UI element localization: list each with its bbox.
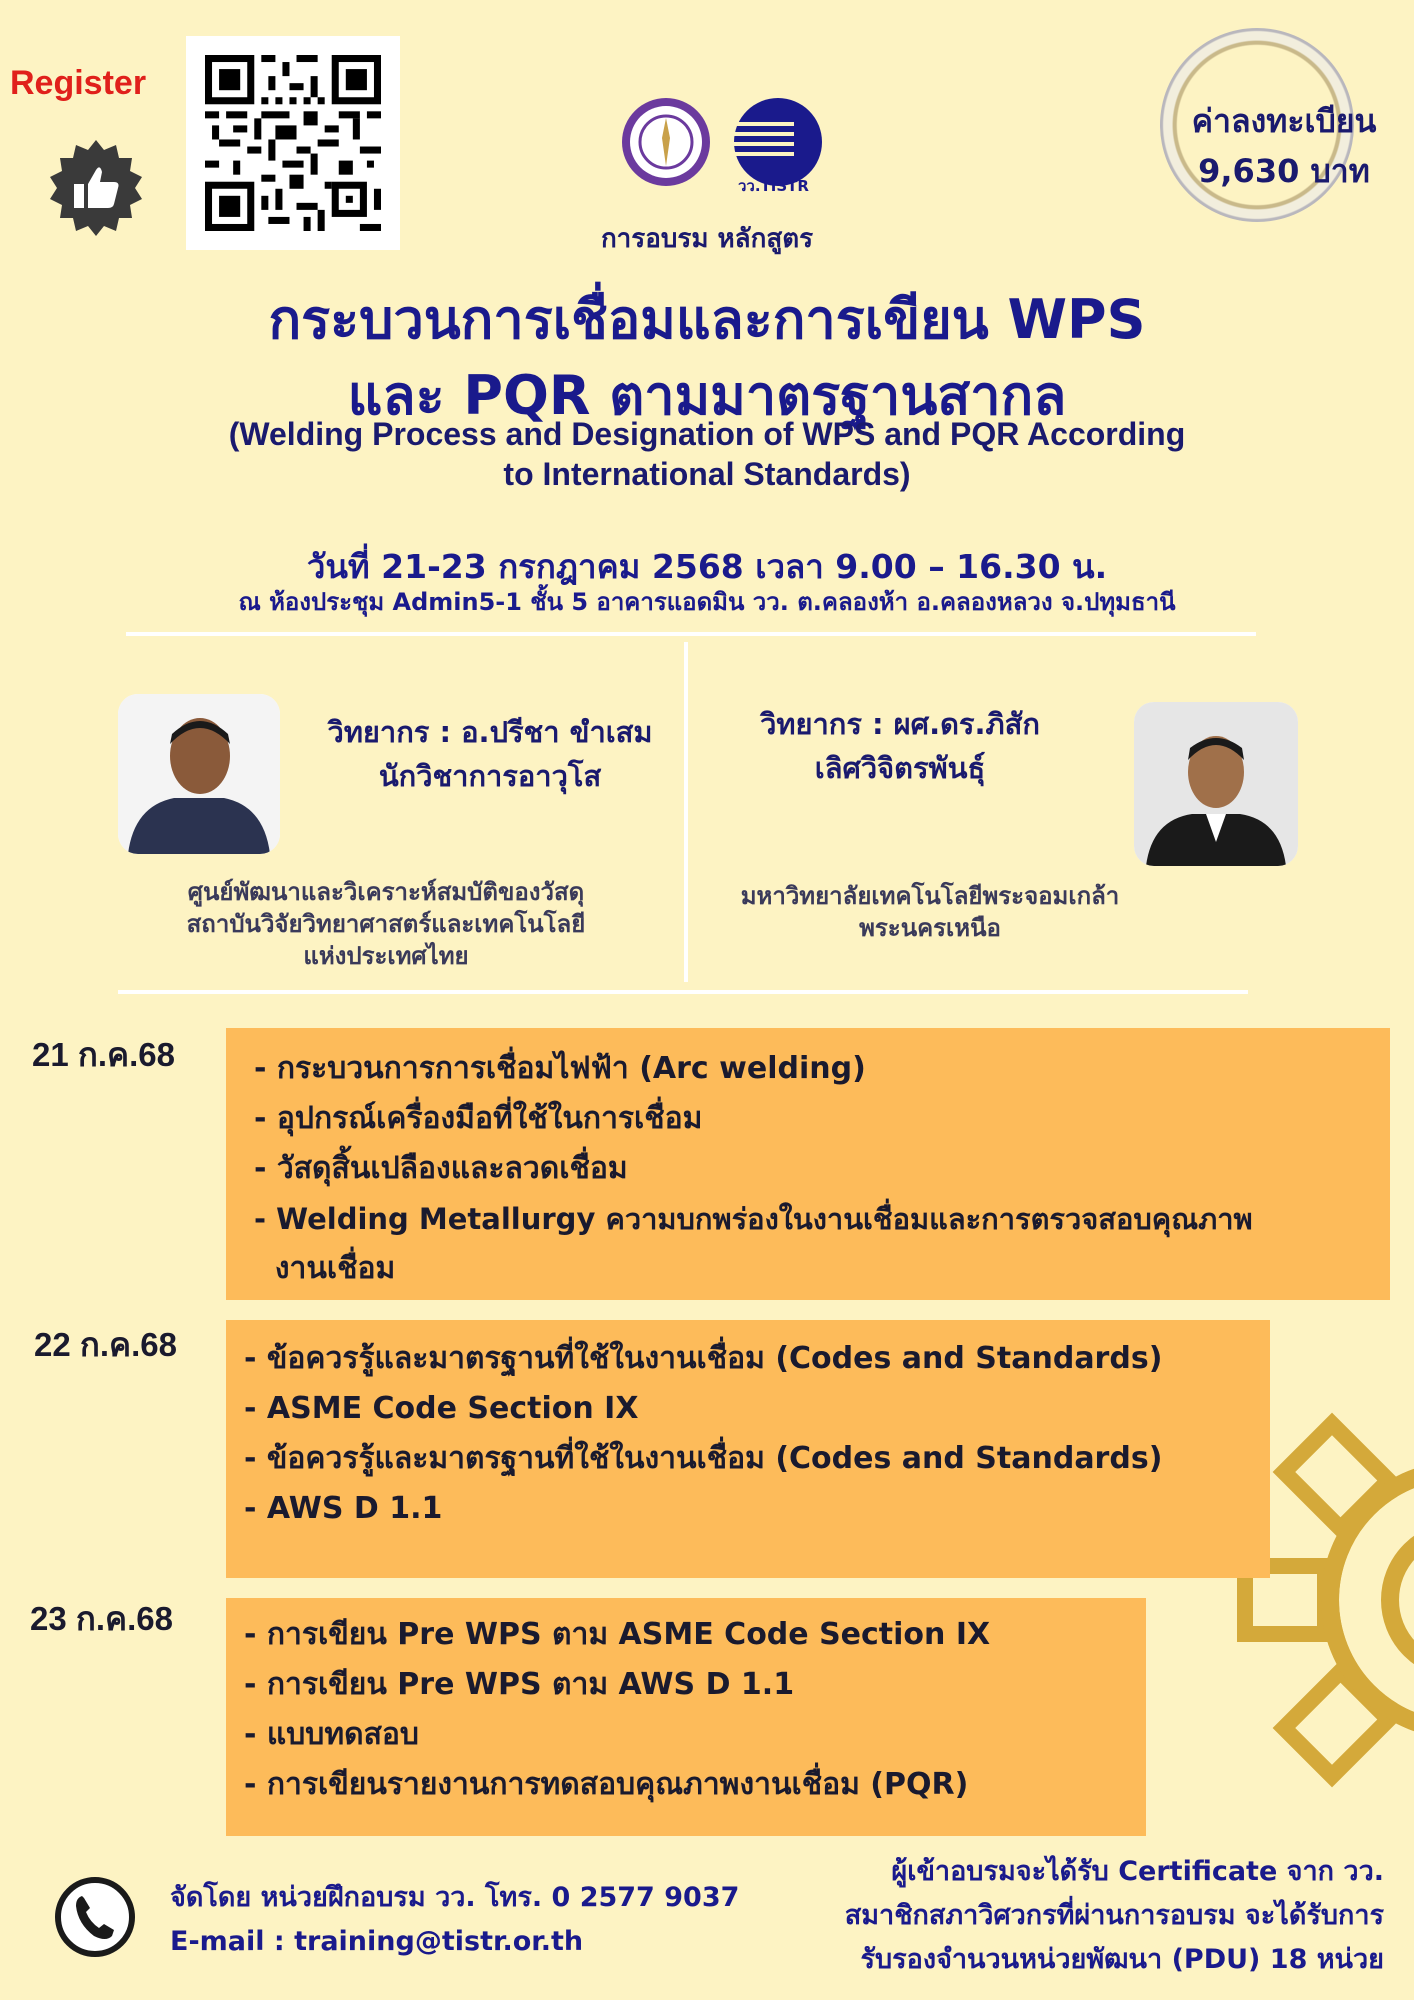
agenda-item: - อุปกรณ์เครื่องมือที่ใช้ในการเชื่อม — [254, 1101, 703, 1136]
register-label[interactable]: Register — [10, 64, 147, 102]
day-1-label: 21 ก.ค.68 — [32, 1036, 175, 1073]
cert-line3: รับรองจำนวนหน่วยพัฒนา (PDU) 18 หน่วย — [860, 1944, 1384, 1975]
logo-caption: วว.TISTR — [738, 177, 809, 195]
course-title-line1: กระบวนการเชื่อมและการเขียน WPS — [268, 288, 1146, 351]
agenda-item: - ข้อควรรู้และมาตรฐานที่ใช้ในงานเชื่อม (Codes and Standards) — [244, 1441, 1163, 1476]
fee-label: ค่าลงทะเบียน — [1191, 102, 1377, 140]
speaker-2-name: วิทยากร : ผศ.ดร.ภิสัก — [760, 707, 1040, 741]
day-3-items — [226, 1598, 1146, 1810]
agenda-item: - Welding Metallurgy ความบกพร่องในงานเชื่อมและการตรวจสอบคุณภาพ — [254, 1202, 1253, 1236]
speaker-2-photo — [1134, 702, 1298, 866]
agenda-item: - วัสดุสิ้นเปลืองและลวดเชื่อม — [254, 1151, 628, 1186]
course-label: การอบรม หลักสูตร — [600, 224, 814, 254]
speaker-2-aff-line2: พระนครเหนือ — [859, 914, 1001, 942]
agenda-item: - การเขียน Pre WPS ตาม AWS D 1.1 — [244, 1667, 795, 1702]
qr-code-icon — [205, 55, 381, 231]
fee-text — [1170, 96, 1398, 196]
day-2-label: 22 ก.ค.68 — [34, 1326, 177, 1363]
divider-bottom — [118, 990, 1248, 994]
divider-vertical — [684, 642, 688, 982]
organizer-line: จัดโดย หน่วยฝึกอบรม วว. โทร. 0 2577 9037 — [170, 1882, 740, 1913]
contact-info — [170, 1876, 739, 1964]
speaker-1-aff-line3: แห่งประเทศไทย — [303, 942, 469, 970]
email-line[interactable]: E-mail : training@tistr.or.th — [170, 1926, 584, 1957]
agenda-item: - กระบวนการการเชื่อมไฟฟ้า (Arc welding) — [254, 1051, 866, 1086]
day-3-label: 23 ก.ค.68 — [30, 1600, 173, 1637]
day-1-box — [226, 1028, 1390, 1300]
speaker-2-affiliation — [700, 880, 1160, 944]
speaker-1-photo — [118, 694, 280, 854]
course-subtitle — [100, 414, 1314, 494]
subtitle-line1: (Welding Process and Designation of WPS and PQR According — [228, 416, 1186, 452]
fee-amount: 9,630 บาท — [1198, 152, 1370, 190]
day-3-box — [226, 1598, 1146, 1836]
day-2-items — [226, 1320, 1270, 1534]
speaker-2-aff-line1: มหาวิทยาลัยเทคโนโลยีพระจอมเกล้า — [740, 882, 1120, 910]
day-1-items — [226, 1028, 1390, 1294]
certificate-note — [760, 1850, 1384, 1982]
agenda-item: - การเขียนรายงานการทดสอบคุณภาพงานเชื่อม (PQR) — [244, 1767, 969, 1802]
subtitle-line2: to International Standards) — [503, 456, 911, 492]
agenda-item: - ASME Code Section IX — [244, 1391, 639, 1426]
divider-top — [126, 632, 1256, 636]
agenda-item: - การเขียน Pre WPS ตาม ASME Code Section IX — [244, 1617, 991, 1652]
speaker-1-name: วิทยากร : อ.ปรีชา ขำเสม — [327, 715, 653, 749]
course-date: วันที่ 21-23 กรกฎาคม 2568 เวลา 9.00 – 16.30 น. — [306, 547, 1108, 586]
agenda-item: - แบบทดสอบ — [244, 1717, 419, 1752]
agenda-item: - AWS D 1.1 — [244, 1491, 443, 1526]
speaker-1-title: นักวิชาการอาวุโส — [378, 759, 602, 793]
speaker-1-affiliation — [126, 876, 646, 972]
speaker-2-info — [720, 702, 1080, 790]
cert-line1: ผู้เข้าอบรมจะได้รับ Certificate จาก วว. — [891, 1856, 1384, 1887]
phone-icon[interactable] — [54, 1876, 136, 1958]
day-2-box — [226, 1320, 1270, 1578]
speaker-1-info — [300, 710, 680, 798]
cert-line2: สมาชิกสภาวิศวกรที่ผ่านการอบรม จะได้รับการ — [844, 1900, 1384, 1931]
course-venue: ณ ห้องประชุม Admin5-1 ชั้น 5 อาคารแอดมิน วว. ต.คลองห้า อ.คลองหลวง จ.ปทุมธานี — [238, 588, 1176, 616]
agenda-item: - ข้อควรรู้และมาตรฐานที่ใช้ในงานเชื่อม (Codes and Standards) — [244, 1341, 1163, 1376]
agenda-item: งานเชื่อม — [254, 1251, 396, 1286]
course-title-line2: และ PQR ตามมาตรฐานสากล — [347, 364, 1067, 427]
speaker-2-title: เลิศวิจิตรพันธุ์ — [814, 751, 986, 785]
speaker-1-aff-line1: ศูนย์พัฒนาและวิเคราะห์สมบัติของวัสดุ — [187, 878, 585, 906]
speaker-1-aff-line2: สถาบันวิจัยวิทยาศาสตร์และเทคโนโลยี — [186, 910, 586, 938]
